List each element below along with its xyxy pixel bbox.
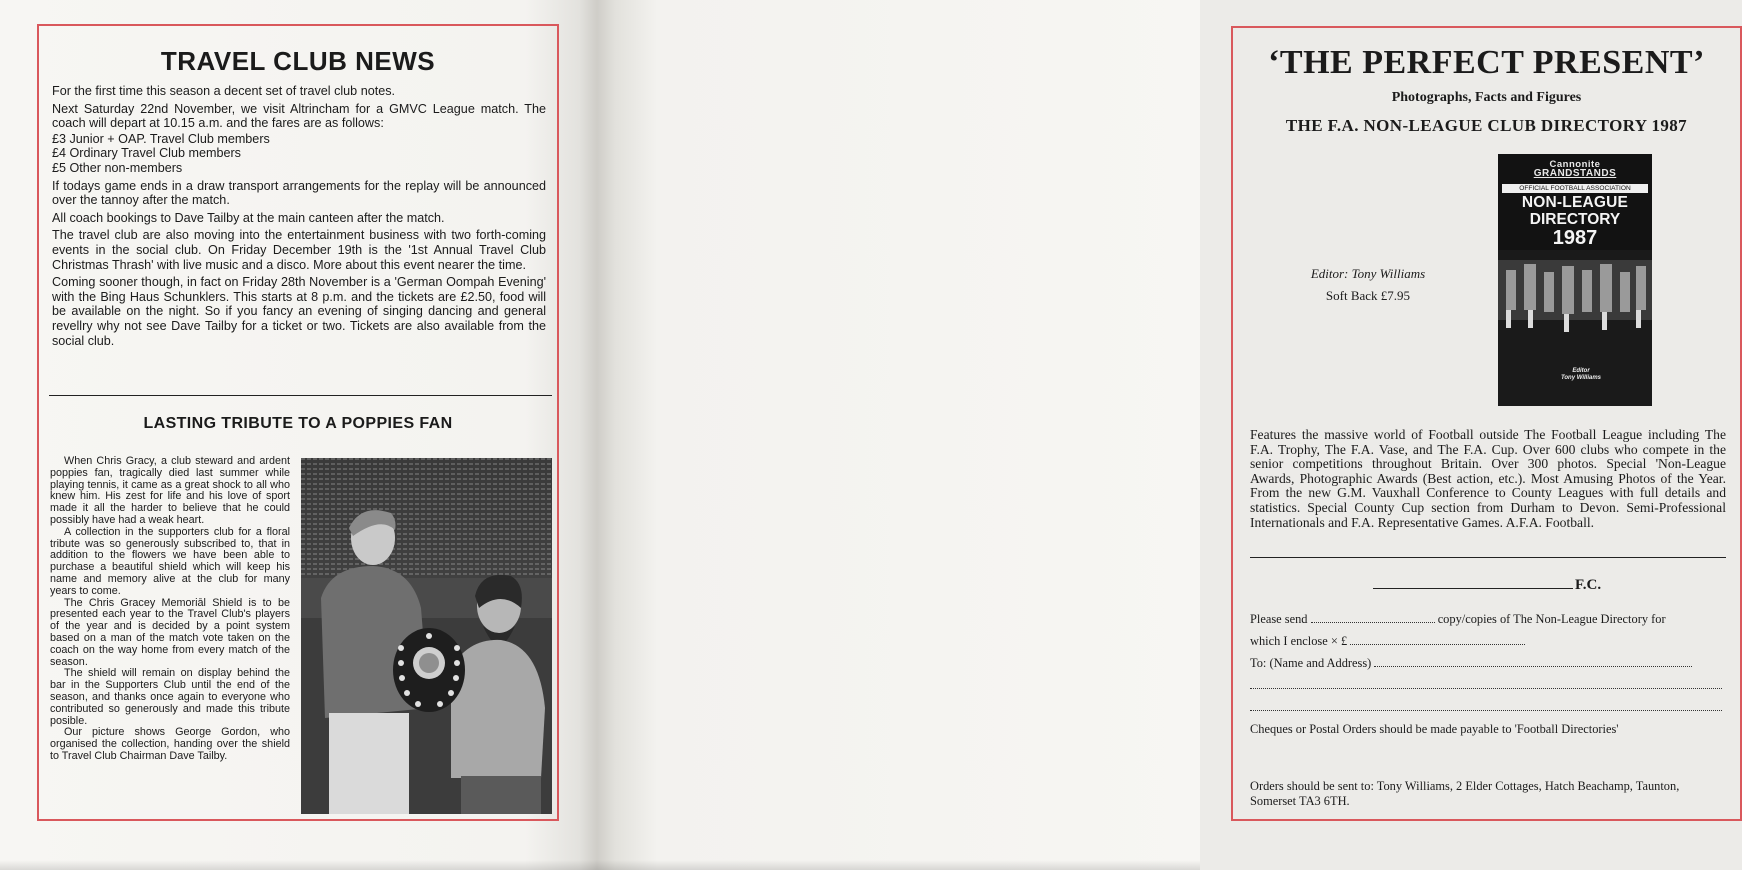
- story-paragraph: A collection in the supporters club for a floral tribute was so generously subscribed to, that in addition to the flowers we have been able to purchase a beautiful shield which will keep his name and memory alive at the club for many years to come.: [50, 525, 290, 597]
- section-divider: [49, 395, 552, 396]
- notes-paragraph: The travel club are also moving into the entertainment business with two forth-coming events in the social club. On Friday December 19th is the '1st Annual Travel Club Christmas Thrash' with live music and a disco. More about this event nearer the time.: [52, 228, 546, 272]
- tribute-title: LASTING TRIBUTE TO A POPPIES FAN: [143, 415, 453, 432]
- directory-features: Features the massive world of Football outside The Football League including The F.A. Trophy, The F.A. Vase, and The F.A. Cup. Over 600 clubs who compete in the senior competitions throughout Britain. Over 300 photos. Special 'Non-League Awards, Photographic Awards (Best action, etc.). Most Amusing Photos of the Year. From the new G.M. Vauxhall Conference to County Leagues with full details and statistics. Special County Cup section from Durham to Devon. Semi-Professional Internationals and F.A. Representative Games. A.F.A. Football.: [1250, 427, 1726, 530]
- address-blank: [1250, 674, 1722, 689]
- notes-paragraph: If todays game ends in a draw transport arrangements for the replay will be announced over the tannoy after the match.: [52, 178, 546, 208]
- story-paragraph: The Chris Gracey Memoriāl Shield is to be presented each year to the Travel Club's players of the year and is decided by a point system based on a man of the match vote taken on the coach on the way home from every match of the season.: [50, 596, 290, 668]
- amount-blank: [1350, 630, 1525, 645]
- cover-year: 1987: [1552, 227, 1598, 249]
- order-row-payment: [1250, 630, 1726, 652]
- order-row-address-3: [1250, 696, 1726, 718]
- please-send-label: Please send: [1250, 612, 1308, 626]
- story-paragraph: Our picture shows George Gordon, who organised the collection, handing over the shield to Travel Club Chairman Dave Tailby.: [50, 726, 290, 762]
- travel-club-title: TRAVEL CLUB NEWS: [160, 46, 436, 76]
- notes-paragraph: All coach bookings to Dave Tailby at the main canteen after the match.: [52, 210, 445, 225]
- cover-official-label: OFFICIAL FOOTBALL ASSOCIATION: [1502, 184, 1648, 193]
- editor-credit: Editor: Tony Williams: [1310, 266, 1426, 281]
- fare-item: £5 Other non-members: [52, 160, 183, 175]
- section-divider: [1250, 557, 1726, 558]
- notes-paragraph: Coming sooner though, in fact on Friday 28th November is a 'German Oompah Evening' with the Bing Haus Schunklers. This starts at 8 p.m. and the tickets are £2.50, food will be available on the night. So if you fancy an evening of singing dancing and general revellry why not see Dave Tailby for a ticket or two. Tickets are also available from the social club.: [52, 275, 546, 348]
- fc-label: F.C.: [1575, 577, 1602, 593]
- left-page: [0, 0, 597, 870]
- cover-brand-line2: GRANDSTANDS: [1533, 168, 1617, 179]
- book-price: Soft Back £7.95: [1325, 288, 1411, 303]
- cover-crowd-photo: [1498, 250, 1652, 406]
- fare-item: £3 Junior + OAP. Travel Club members: [52, 131, 270, 146]
- cover-brand: [1498, 160, 1652, 178]
- quantity-blank: [1311, 608, 1435, 623]
- cover-editor-name: Tony Williams: [1560, 375, 1602, 381]
- fare-item: £4 Ordinary Travel Club members: [52, 146, 241, 161]
- right-page: [597, 0, 1726, 870]
- story-paragraph: When Chris Gracy, a club steward and ardent poppies fan, tragically died last summer while playing tennis, it came as a great shock to all who knew him. His zest for life and his love of sport made it all the harder to believe that he could possibly have had a weak heart.: [50, 455, 290, 526]
- order-form: [1250, 608, 1726, 740]
- enclose-label: which I enclose × £: [1250, 634, 1348, 648]
- cover-editor: [1546, 368, 1616, 382]
- fares-list: [52, 132, 546, 176]
- club-name-blank: [1373, 588, 1573, 589]
- shield-presentation-photo: [301, 458, 552, 814]
- book-details: [1263, 263, 1473, 307]
- club-name-field: [1373, 577, 1613, 594]
- page-bottom-shadow: [0, 860, 1200, 870]
- advert-title: ‘THE PERFECT PRESENT’: [1268, 44, 1705, 81]
- order-row-address-2: [1250, 674, 1726, 696]
- notes-paragraph: Next Saturday 22nd November, we visit Altrincham for a GMVC League match. The coach will depart at 10.15 a.m. and the fares are as follows:: [52, 101, 546, 131]
- address-blank: [1250, 696, 1722, 711]
- story-paragraph: The shield will remain on display behind the bar in the Supporters Club until the end of the season, and thanks once again to everyone who contributed so generously and made this tribute posible.: [50, 667, 290, 727]
- cover-editor-label: Editor: [1572, 368, 1590, 374]
- cover-title-line2: DIRECTORY: [1529, 211, 1621, 228]
- left-page-frame: [37, 24, 559, 821]
- order-row-quantity: [1250, 608, 1726, 630]
- address-label: To: (Name and Address): [1250, 656, 1372, 670]
- cover-title-line1: NON-LEAGUE: [1521, 194, 1629, 211]
- travel-club-notes: [52, 84, 546, 351]
- address-blank: [1374, 652, 1692, 667]
- cheques-note: Cheques or Postal Orders should be made payable to 'Football Directories': [1250, 722, 1619, 736]
- cover-brand-line1: Cannonite: [1549, 159, 1601, 170]
- advert-subtitle: Photographs, Facts and Figures: [1391, 90, 1582, 105]
- order-row-address: [1250, 652, 1726, 674]
- directory-title: THE F.A. NON-LEAGUE CLUB DIRECTORY 1987: [1285, 116, 1688, 135]
- orders-address: Orders should be sent to: Tony Williams, 2 Elder Cottages, Hatch Beachamp, Taunton, Somerset TA3 6TH.: [1250, 779, 1680, 808]
- tribute-story: [50, 456, 290, 763]
- book-cover-image: [1498, 154, 1652, 406]
- copies-label: copy/copies of The Non-League Directory for: [1437, 612, 1666, 626]
- right-page-frame: [1231, 26, 1742, 821]
- notes-paragraph: For the first time this season a decent set of travel club notes.: [52, 84, 395, 98]
